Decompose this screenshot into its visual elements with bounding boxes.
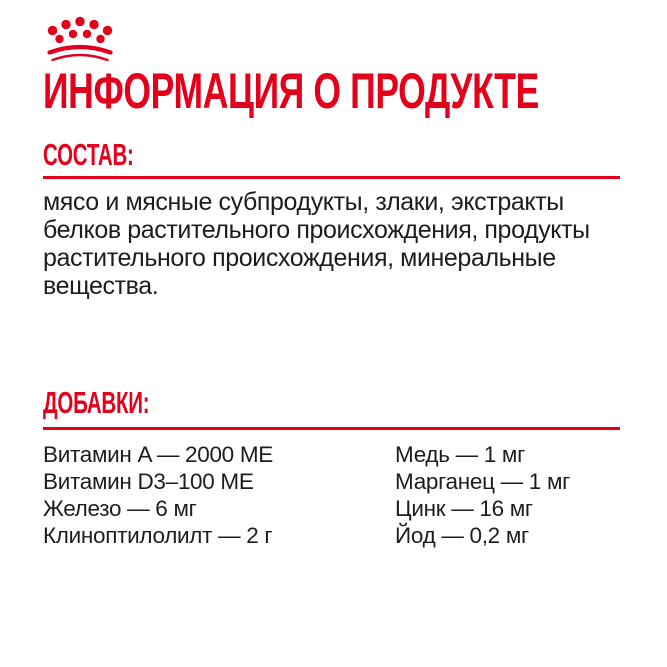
additive-item: Железо — 6 мг — [43, 496, 197, 521]
additive-item: Клиноптилолилт — 2 г — [43, 523, 273, 548]
page-title: ИНФОРМАЦИЯ О ПРОДУКТЕ — [43, 63, 539, 119]
additive-item: Витамин A — 2000 МЕ — [43, 442, 273, 467]
additives-list-left — [43, 441, 273, 549]
additives-list-right — [395, 441, 570, 549]
additive-item: Марганец — 1 мг — [395, 469, 571, 494]
additive-item: Витамин D3–100 МЕ — [43, 469, 254, 494]
additives-heading: ДОБАВКИ: — [43, 385, 150, 420]
composition-heading: СОСТАВ: — [43, 137, 134, 172]
additive-item: Медь — 1 мг — [395, 442, 526, 467]
composition-divider — [43, 176, 620, 179]
additives-divider — [43, 427, 620, 430]
additive-item: Цинк — 16 мг — [395, 496, 533, 521]
composition-text: мясо и мясные субпродукты, злаки, экстракты белков растительного происхождения, продукты растительного происхождения, минеральные вещества. — [43, 188, 590, 300]
royal-canin-crown-icon — [47, 14, 115, 66]
additive-item: Йод — 0,2 мг — [395, 523, 529, 548]
